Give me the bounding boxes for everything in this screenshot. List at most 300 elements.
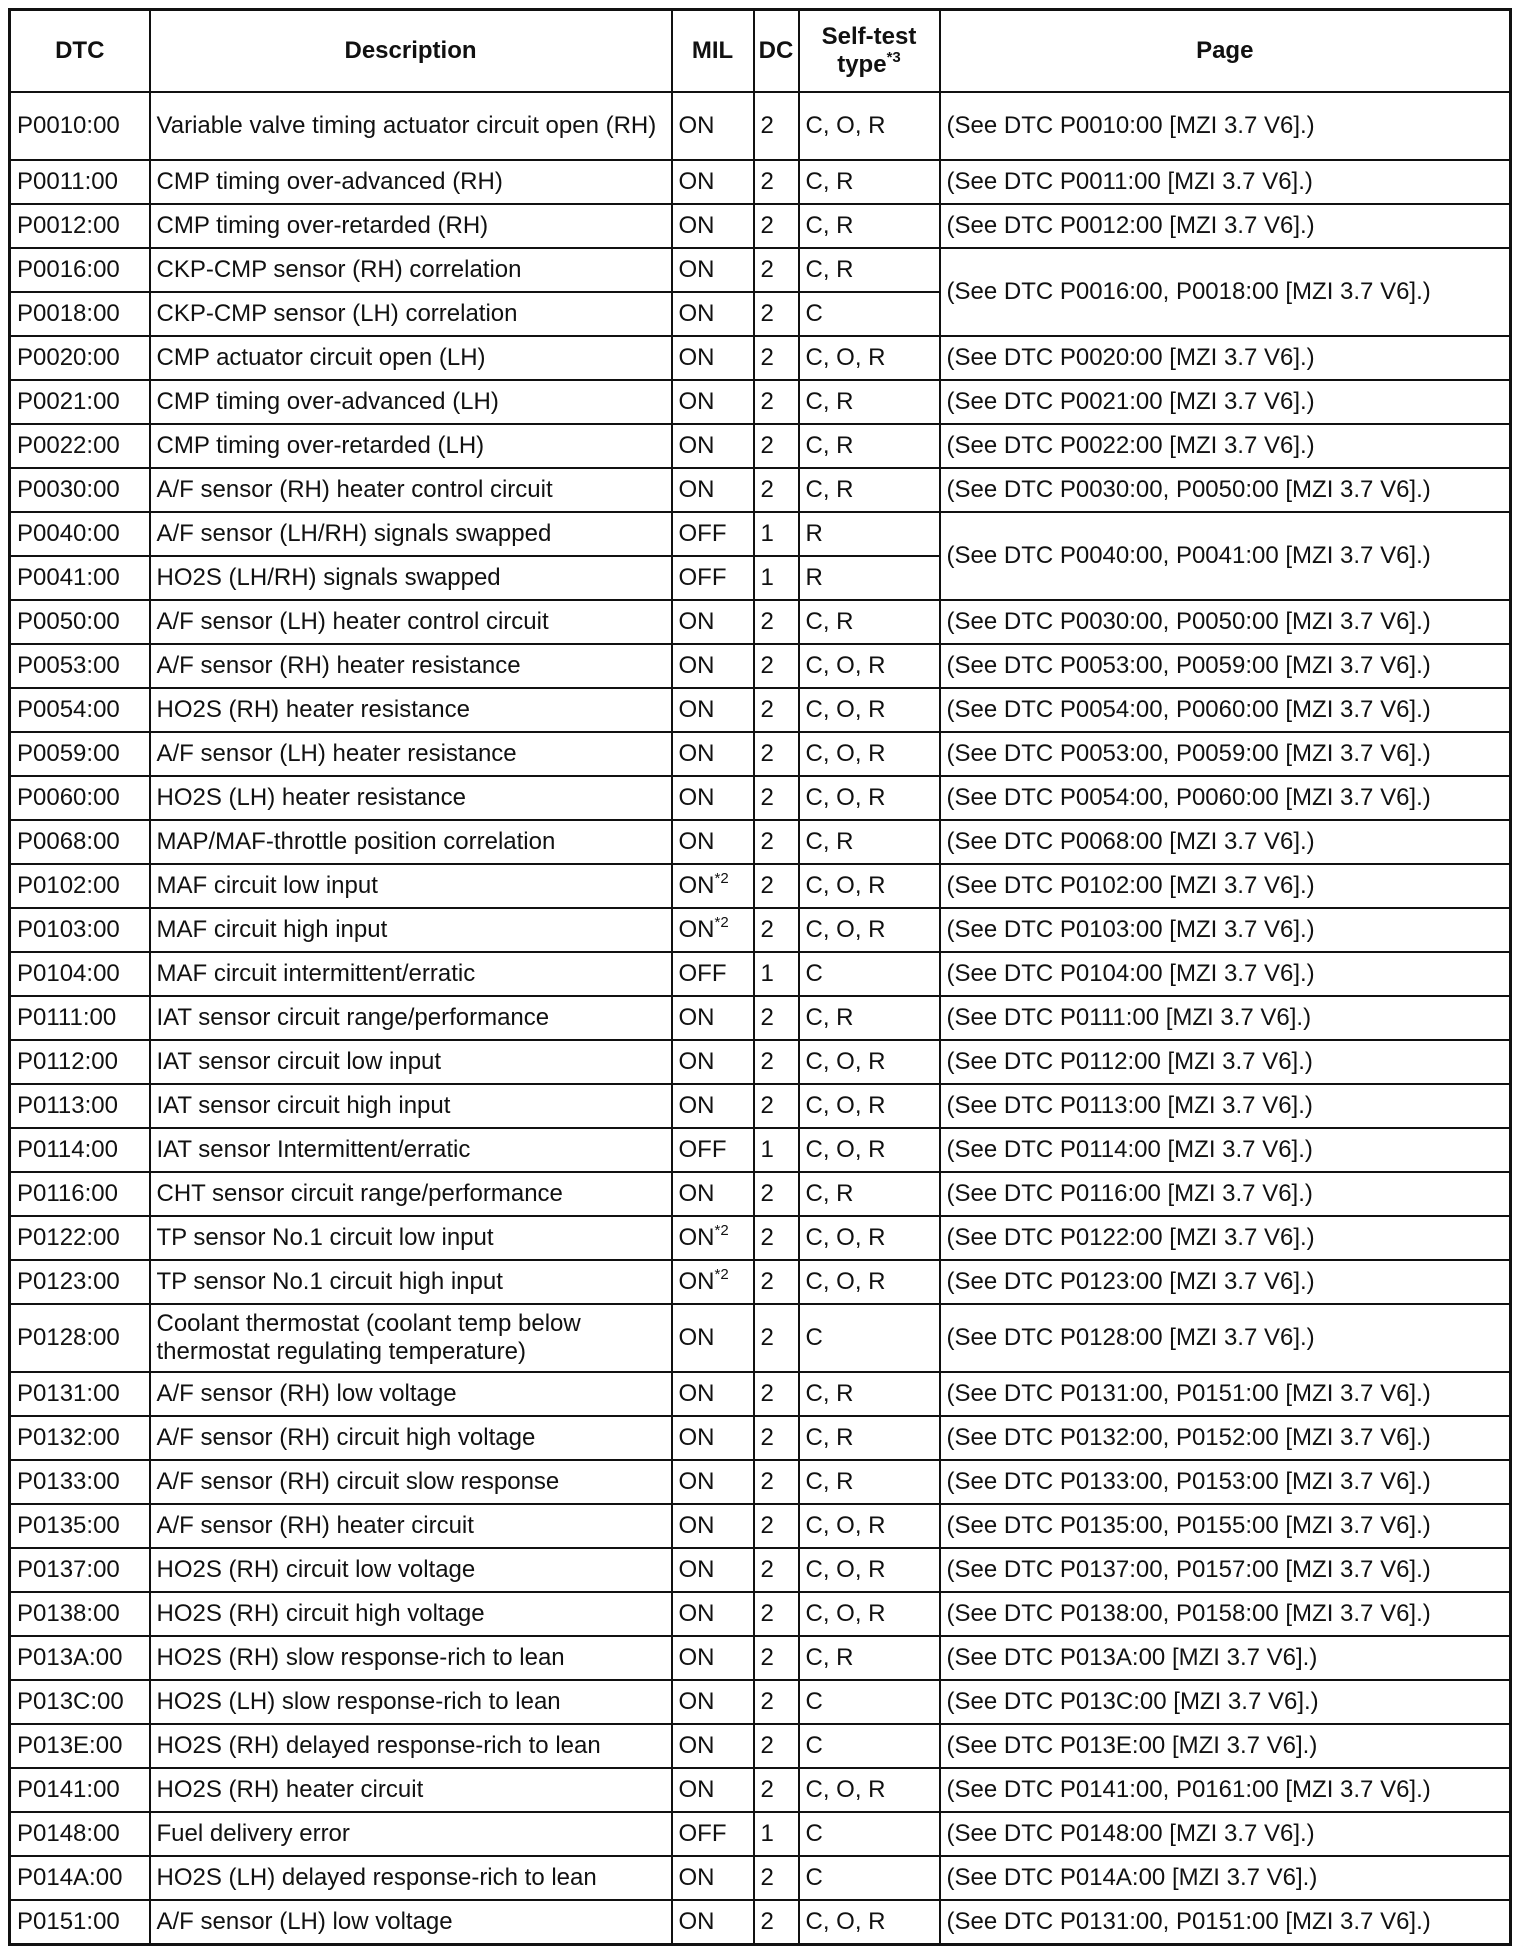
self-test-type-cell: C, O, R (799, 336, 940, 380)
self-test-type-cell: C (799, 952, 940, 996)
self-test-type-cell: C, O, R (799, 1768, 940, 1812)
description-cell: CMP timing over-advanced (LH) (150, 380, 672, 424)
self-test-type-cell: C (799, 1812, 940, 1856)
mil-value: ON (678, 1004, 715, 1032)
page-reference-cell: (See DTC P0053:00, P0059:00 [MZI 3.7 V6].) (940, 732, 1511, 776)
self-test-type-cell: C, R (799, 1172, 940, 1216)
self-test-type-cell: C, O, R (799, 1900, 940, 1945)
description-cell: HO2S (RH) heater circuit (150, 1768, 672, 1812)
description-cell: HO2S (LH) delayed response-rich to lean (150, 1856, 672, 1900)
mil-value: ON (678, 1092, 715, 1120)
description-cell: HO2S (LH) heater resistance (150, 776, 672, 820)
page-reference-cell: (See DTC P0020:00 [MZI 3.7 V6].) (940, 336, 1511, 380)
mil-cell (672, 1812, 754, 1856)
description-cell: A/F sensor (RH) heater control circuit (150, 468, 672, 512)
mil-value: ON (678, 1048, 715, 1076)
mil-cell (672, 1680, 754, 1724)
mil-value: ON (678, 168, 715, 196)
header-dtc: DTC (10, 10, 150, 93)
dtc-code-cell: P013E:00 (10, 1724, 150, 1768)
mil-value: ON (678, 1644, 715, 1672)
self-test-type-cell: C, R (799, 204, 940, 248)
description-cell: CMP actuator circuit open (LH) (150, 336, 672, 380)
dtc-code-cell: P0112:00 (10, 1040, 150, 1084)
dc-cell: 2 (754, 732, 799, 776)
self-test-type-cell: C, O, R (799, 1592, 940, 1636)
self-test-type-cell: C, R (799, 820, 940, 864)
description-cell: MAP/MAF-throttle position correlation (150, 820, 672, 864)
table-row (10, 996, 1511, 1040)
self-test-type-cell: R (799, 556, 940, 600)
dc-cell: 2 (754, 292, 799, 336)
dtc-code-cell: P0012:00 (10, 204, 150, 248)
dc-cell: 2 (754, 1504, 799, 1548)
self-test-type-cell: C (799, 1304, 940, 1372)
description-cell: TP sensor No.1 circuit high input (150, 1260, 672, 1304)
dtc-code-cell: P0054:00 (10, 688, 150, 732)
dtc-code-cell: P0102:00 (10, 864, 150, 908)
description-cell: A/F sensor (RH) circuit slow response (150, 1460, 672, 1504)
mil-value: ON (678, 476, 715, 504)
mil-value: ON (678, 344, 715, 372)
dc-cell: 2 (754, 1216, 799, 1260)
page-reference-cell: (See DTC P0104:00 [MZI 3.7 V6].) (940, 952, 1511, 996)
description-cell: Fuel delivery error (150, 1812, 672, 1856)
mil-value: ON (678, 1512, 715, 1540)
page-reference-cell: (See DTC P0011:00 [MZI 3.7 V6].) (940, 160, 1511, 204)
mil-cell (672, 1856, 754, 1900)
dc-cell: 2 (754, 1304, 799, 1372)
mil-cell (672, 380, 754, 424)
self-test-type-cell: C, R (799, 1372, 940, 1416)
table-row (10, 600, 1511, 644)
dc-cell: 2 (754, 380, 799, 424)
dtc-code-cell: P0030:00 (10, 468, 150, 512)
self-test-type-cell: C, R (799, 996, 940, 1040)
mil-cell (672, 1724, 754, 1768)
dc-cell: 2 (754, 864, 799, 908)
header-self-test-line1: Self-test (821, 23, 917, 51)
table-row (10, 1768, 1511, 1812)
dtc-code-cell: P0018:00 (10, 292, 150, 336)
header-dc: DC (754, 10, 799, 93)
page-reference-cell: (See DTC P0068:00 [MZI 3.7 V6].) (940, 820, 1511, 864)
mil-cell (672, 776, 754, 820)
page-reference-cell: (See DTC P0141:00, P0161:00 [MZI 3.7 V6].) (940, 1768, 1511, 1812)
self-test-type-cell: C, R (799, 1460, 940, 1504)
mil-cell (672, 1084, 754, 1128)
dtc-code-cell: P0116:00 (10, 1172, 150, 1216)
dc-cell: 1 (754, 1812, 799, 1856)
page-reference-cell: (See DTC P0016:00, P0018:00 [MZI 3.7 V6].) (940, 248, 1511, 336)
table-row (10, 1636, 1511, 1680)
table-row (10, 1304, 1511, 1372)
dtc-code-cell: P0060:00 (10, 776, 150, 820)
table-row (10, 1812, 1511, 1856)
dtc-code-cell: P0011:00 (10, 160, 150, 204)
self-test-type-cell: C, O, R (799, 1260, 940, 1304)
table-row (10, 820, 1511, 864)
table-row (10, 1680, 1511, 1724)
mil-cell (672, 952, 754, 996)
mil-value: ON (678, 784, 715, 812)
mil-cell (672, 424, 754, 468)
mil-cell (672, 1304, 754, 1372)
self-test-type-cell: C, R (799, 160, 940, 204)
page-reference-cell: (See DTC P0132:00, P0152:00 [MZI 3.7 V6].) (940, 1416, 1511, 1460)
dtc-code-cell: P0021:00 (10, 380, 150, 424)
mil-cell (672, 468, 754, 512)
self-test-type-cell: C, R (799, 248, 940, 292)
dtc-code-cell: P0122:00 (10, 1216, 150, 1260)
mil-cell (672, 1260, 754, 1304)
page-reference-cell: (See DTC P0128:00 [MZI 3.7 V6].) (940, 1304, 1511, 1372)
mil-value: OFF (678, 960, 727, 988)
self-test-type-cell: C, R (799, 1416, 940, 1460)
dtc-code-cell: P0135:00 (10, 1504, 150, 1548)
description-cell: A/F sensor (RH) heater resistance (150, 644, 672, 688)
dtc-code-cell: P0059:00 (10, 732, 150, 776)
dc-cell: 2 (754, 424, 799, 468)
dc-cell: 2 (754, 336, 799, 380)
dtc-code-cell: P0040:00 (10, 512, 150, 556)
mil-cell (672, 1172, 754, 1216)
dc-cell: 2 (754, 468, 799, 512)
description-cell: A/F sensor (LH) heater control circuit (150, 600, 672, 644)
dc-cell: 2 (754, 1768, 799, 1812)
mil-cell (672, 996, 754, 1040)
mil-cell (672, 292, 754, 336)
description-cell: MAF circuit intermittent/erratic (150, 952, 672, 996)
table-row (10, 776, 1511, 820)
mil-cell (672, 248, 754, 292)
description-cell: HO2S (LH) slow response-rich to lean (150, 1680, 672, 1724)
table-row (10, 1084, 1511, 1128)
dtc-code-cell: P0148:00 (10, 1812, 150, 1856)
page-reference-cell: (See DTC P013E:00 [MZI 3.7 V6].) (940, 1724, 1511, 1768)
description-cell: A/F sensor (LH) heater resistance (150, 732, 672, 776)
mil-value: ON (678, 1864, 715, 1892)
table-row (10, 1260, 1511, 1304)
dc-cell: 2 (754, 1040, 799, 1084)
table-row (10, 424, 1511, 468)
mil-cell (672, 92, 754, 160)
description-cell: Coolant thermostat (coolant temp below thermostat regulating temperature) (150, 1304, 672, 1372)
dtc-code-cell: P0010:00 (10, 92, 150, 160)
dtc-code-cell: P0050:00 (10, 600, 150, 644)
description-cell: CMP timing over-retarded (RH) (150, 204, 672, 248)
dc-cell: 1 (754, 952, 799, 996)
table-row (10, 644, 1511, 688)
dtc-code-cell: P0132:00 (10, 1416, 150, 1460)
mil-cell (672, 160, 754, 204)
self-test-type-cell: C, R (799, 380, 940, 424)
self-test-type-cell: C (799, 1724, 940, 1768)
mil-value: ON (678, 112, 715, 140)
mil-footnote: *2 (714, 914, 729, 932)
dc-cell: 2 (754, 1260, 799, 1304)
mil-footnote: *2 (714, 1222, 729, 1240)
page-reference-cell: (See DTC P013C:00 [MZI 3.7 V6].) (940, 1680, 1511, 1724)
self-test-type-cell: C, O, R (799, 1504, 940, 1548)
dc-cell: 1 (754, 1128, 799, 1172)
dtc-code-cell: P0141:00 (10, 1768, 150, 1812)
table-row (10, 1900, 1511, 1945)
header-self-test-type (799, 10, 940, 93)
dtc-code-cell: P013C:00 (10, 1680, 150, 1724)
mil-cell (672, 864, 754, 908)
mil-value: ON (678, 1908, 715, 1936)
table-row (10, 336, 1511, 380)
dtc-code-cell: P0104:00 (10, 952, 150, 996)
dtc-table (8, 8, 1512, 1946)
description-cell: TP sensor No.1 circuit low input (150, 1216, 672, 1260)
page-reference-cell: (See DTC P0021:00 [MZI 3.7 V6].) (940, 380, 1511, 424)
page-reference-cell: (See DTC P0112:00 [MZI 3.7 V6].) (940, 1040, 1511, 1084)
self-test-type-cell: C, O, R (799, 644, 940, 688)
page-reference-cell: (See DTC P0135:00, P0155:00 [MZI 3.7 V6].) (940, 1504, 1511, 1548)
table-row (10, 1856, 1511, 1900)
description-cell: MAF circuit low input (150, 864, 672, 908)
table-row (10, 1372, 1511, 1416)
description-cell: A/F sensor (RH) circuit high voltage (150, 1416, 672, 1460)
description-cell: A/F sensor (RH) heater circuit (150, 1504, 672, 1548)
description-cell: CKP-CMP sensor (RH) correlation (150, 248, 672, 292)
dc-cell: 2 (754, 1372, 799, 1416)
mil-footnote: *2 (714, 870, 729, 888)
dc-cell: 2 (754, 1416, 799, 1460)
self-test-type-cell: C, O, R (799, 1216, 940, 1260)
dc-cell: 2 (754, 1084, 799, 1128)
mil-cell (672, 600, 754, 644)
mil-cell (672, 908, 754, 952)
table-row (10, 1592, 1511, 1636)
self-test-type-cell: C (799, 292, 940, 336)
dc-cell: 2 (754, 1680, 799, 1724)
dtc-code-cell: P0022:00 (10, 424, 150, 468)
mil-value: ON (678, 388, 715, 416)
mil-cell (672, 1504, 754, 1548)
dc-cell: 1 (754, 512, 799, 556)
dc-cell: 2 (754, 688, 799, 732)
mil-cell (672, 1900, 754, 1945)
dc-cell: 2 (754, 1460, 799, 1504)
description-cell: IAT sensor circuit high input (150, 1084, 672, 1128)
mil-value: ON (678, 652, 715, 680)
self-test-type-cell: C, O, R (799, 1548, 940, 1592)
description-cell: CHT sensor circuit range/performance (150, 1172, 672, 1216)
dc-cell: 2 (754, 204, 799, 248)
description-cell: HO2S (LH/RH) signals swapped (150, 556, 672, 600)
mil-cell (672, 1416, 754, 1460)
description-cell: CMP timing over-retarded (LH) (150, 424, 672, 468)
table-row (10, 512, 1511, 556)
table-row (10, 1724, 1511, 1768)
page-reference-cell: (See DTC P0054:00, P0060:00 [MZI 3.7 V6].) (940, 776, 1511, 820)
dc-cell: 2 (754, 1172, 799, 1216)
dtc-code-cell: P0068:00 (10, 820, 150, 864)
page-reference-cell: (See DTC P0116:00 [MZI 3.7 V6].) (940, 1172, 1511, 1216)
table-row (10, 688, 1511, 732)
dc-cell: 2 (754, 908, 799, 952)
mil-value: ON (678, 1268, 715, 1296)
self-test-type-cell: C, O, R (799, 1084, 940, 1128)
self-test-type-cell: C, O, R (799, 1128, 940, 1172)
description-cell: MAF circuit high input (150, 908, 672, 952)
description-cell: HO2S (RH) slow response-rich to lean (150, 1636, 672, 1680)
page-reference-cell: (See DTC P0122:00 [MZI 3.7 V6].) (940, 1216, 1511, 1260)
mil-value: ON (678, 1424, 715, 1452)
mil-value: ON (678, 432, 715, 460)
mil-cell (672, 644, 754, 688)
self-test-type-cell: C, O, R (799, 688, 940, 732)
self-test-type-cell: C, R (799, 1636, 940, 1680)
dc-cell: 2 (754, 1856, 799, 1900)
dtc-code-cell: P0113:00 (10, 1084, 150, 1128)
page-reference-cell: (See DTC P0131:00, P0151:00 [MZI 3.7 V6].) (940, 1372, 1511, 1416)
dc-cell: 2 (754, 248, 799, 292)
mil-value: ON (678, 300, 715, 328)
self-test-type-cell: C, R (799, 600, 940, 644)
mil-value: ON (678, 212, 715, 240)
mil-value: ON (678, 1324, 715, 1352)
mil-value: ON (678, 1468, 715, 1496)
description-cell: HO2S (RH) heater resistance (150, 688, 672, 732)
page-reference-cell: (See DTC P0012:00 [MZI 3.7 V6].) (940, 204, 1511, 248)
mil-cell (672, 1460, 754, 1504)
mil-value: ON (678, 872, 715, 900)
page-reference-cell: (See DTC P0131:00, P0151:00 [MZI 3.7 V6].) (940, 1900, 1511, 1945)
page-reference-cell: (See DTC P0113:00 [MZI 3.7 V6].) (940, 1084, 1511, 1128)
dtc-code-cell: P0041:00 (10, 556, 150, 600)
mil-value: ON (678, 1380, 715, 1408)
header-row (10, 10, 1511, 93)
mil-cell (672, 820, 754, 864)
page-reference-cell: (See DTC P0123:00 [MZI 3.7 V6].) (940, 1260, 1511, 1304)
page-reference-cell: (See DTC P0138:00, P0158:00 [MZI 3.7 V6].) (940, 1592, 1511, 1636)
dc-cell: 2 (754, 820, 799, 864)
table-row (10, 1548, 1511, 1592)
header-page: Page (940, 10, 1511, 93)
mil-cell (672, 1592, 754, 1636)
header-description: Description (150, 10, 672, 93)
page-reference-cell: (See DTC P0040:00, P0041:00 [MZI 3.7 V6].) (940, 512, 1511, 600)
mil-value: ON (678, 608, 715, 636)
page-reference-cell: (See DTC P0137:00, P0157:00 [MZI 3.7 V6].) (940, 1548, 1511, 1592)
table-row (10, 380, 1511, 424)
dtc-code-cell: P0114:00 (10, 1128, 150, 1172)
dc-cell: 2 (754, 1900, 799, 1945)
table-row (10, 1416, 1511, 1460)
page-reference-cell: (See DTC P0022:00 [MZI 3.7 V6].) (940, 424, 1511, 468)
mil-value: ON (678, 256, 715, 284)
dtc-code-cell: P0103:00 (10, 908, 150, 952)
table-row (10, 1172, 1511, 1216)
mil-cell (672, 1636, 754, 1680)
table-row (10, 1504, 1511, 1548)
description-cell: A/F sensor (LH) low voltage (150, 1900, 672, 1945)
mil-value: ON (678, 1224, 715, 1252)
self-test-type-cell: C, O, R (799, 864, 940, 908)
self-test-type-cell: R (799, 512, 940, 556)
table-row (10, 468, 1511, 512)
table-row (10, 160, 1511, 204)
table-row (10, 248, 1511, 292)
mil-cell (672, 1128, 754, 1172)
header-mil: MIL (672, 10, 754, 93)
page-reference-cell: (See DTC P0133:00, P0153:00 [MZI 3.7 V6].) (940, 1460, 1511, 1504)
mil-cell (672, 512, 754, 556)
dc-cell: 2 (754, 160, 799, 204)
mil-cell (672, 1548, 754, 1592)
dtc-code-cell: P0020:00 (10, 336, 150, 380)
mil-cell (672, 556, 754, 600)
mil-cell (672, 1768, 754, 1812)
page-reference-cell: (See DTC P0053:00, P0059:00 [MZI 3.7 V6].) (940, 644, 1511, 688)
mil-cell (672, 688, 754, 732)
table-row (10, 1040, 1511, 1084)
self-test-type-cell: C, O, R (799, 1040, 940, 1084)
description-cell: CMP timing over-advanced (RH) (150, 160, 672, 204)
mil-value: OFF (678, 564, 727, 592)
self-test-type-cell: C, O, R (799, 732, 940, 776)
description-cell: CKP-CMP sensor (LH) correlation (150, 292, 672, 336)
dtc-code-cell: P0131:00 (10, 1372, 150, 1416)
description-cell: A/F sensor (LH/RH) signals swapped (150, 512, 672, 556)
mil-cell (672, 1216, 754, 1260)
table-row (10, 1460, 1511, 1504)
page-reference-cell: (See DTC P0030:00, P0050:00 [MZI 3.7 V6].) (940, 600, 1511, 644)
mil-value: ON (678, 916, 715, 944)
dc-cell: 2 (754, 1548, 799, 1592)
self-test-type-cell: C, R (799, 468, 940, 512)
page-reference-cell: (See DTC P0030:00, P0050:00 [MZI 3.7 V6].) (940, 468, 1511, 512)
self-test-type-cell: C, O, R (799, 92, 940, 160)
dtc-code-cell: P014A:00 (10, 1856, 150, 1900)
mil-value: ON (678, 1776, 715, 1804)
description-cell: A/F sensor (RH) low voltage (150, 1372, 672, 1416)
table-row (10, 1216, 1511, 1260)
dtc-code-cell: P0123:00 (10, 1260, 150, 1304)
mil-value: ON (678, 696, 715, 724)
table-row (10, 1128, 1511, 1172)
table-row (10, 908, 1511, 952)
dc-cell: 2 (754, 600, 799, 644)
dtc-code-cell: P0016:00 (10, 248, 150, 292)
description-cell: HO2S (RH) circuit high voltage (150, 1592, 672, 1636)
mil-value: OFF (678, 1820, 727, 1848)
dc-cell: 2 (754, 996, 799, 1040)
self-test-type-cell: C, R (799, 424, 940, 468)
dtc-code-cell: P0133:00 (10, 1460, 150, 1504)
dtc-code-cell: P0111:00 (10, 996, 150, 1040)
mil-value: ON (678, 1600, 715, 1628)
self-test-type-cell: C, O, R (799, 776, 940, 820)
self-test-type-cell: C, O, R (799, 908, 940, 952)
mil-value: ON (678, 828, 715, 856)
description-cell: Variable valve timing actuator circuit open (RH) (150, 92, 672, 160)
mil-value: OFF (678, 1136, 727, 1164)
dtc-code-cell: P013A:00 (10, 1636, 150, 1680)
dtc-code-cell: P0138:00 (10, 1592, 150, 1636)
description-cell: IAT sensor circuit low input (150, 1040, 672, 1084)
dtc-code-cell: P0137:00 (10, 1548, 150, 1592)
mil-cell (672, 1040, 754, 1084)
mil-footnote: *2 (714, 1266, 729, 1284)
table-row (10, 92, 1511, 160)
mil-cell (672, 732, 754, 776)
mil-value: ON (678, 1556, 715, 1584)
